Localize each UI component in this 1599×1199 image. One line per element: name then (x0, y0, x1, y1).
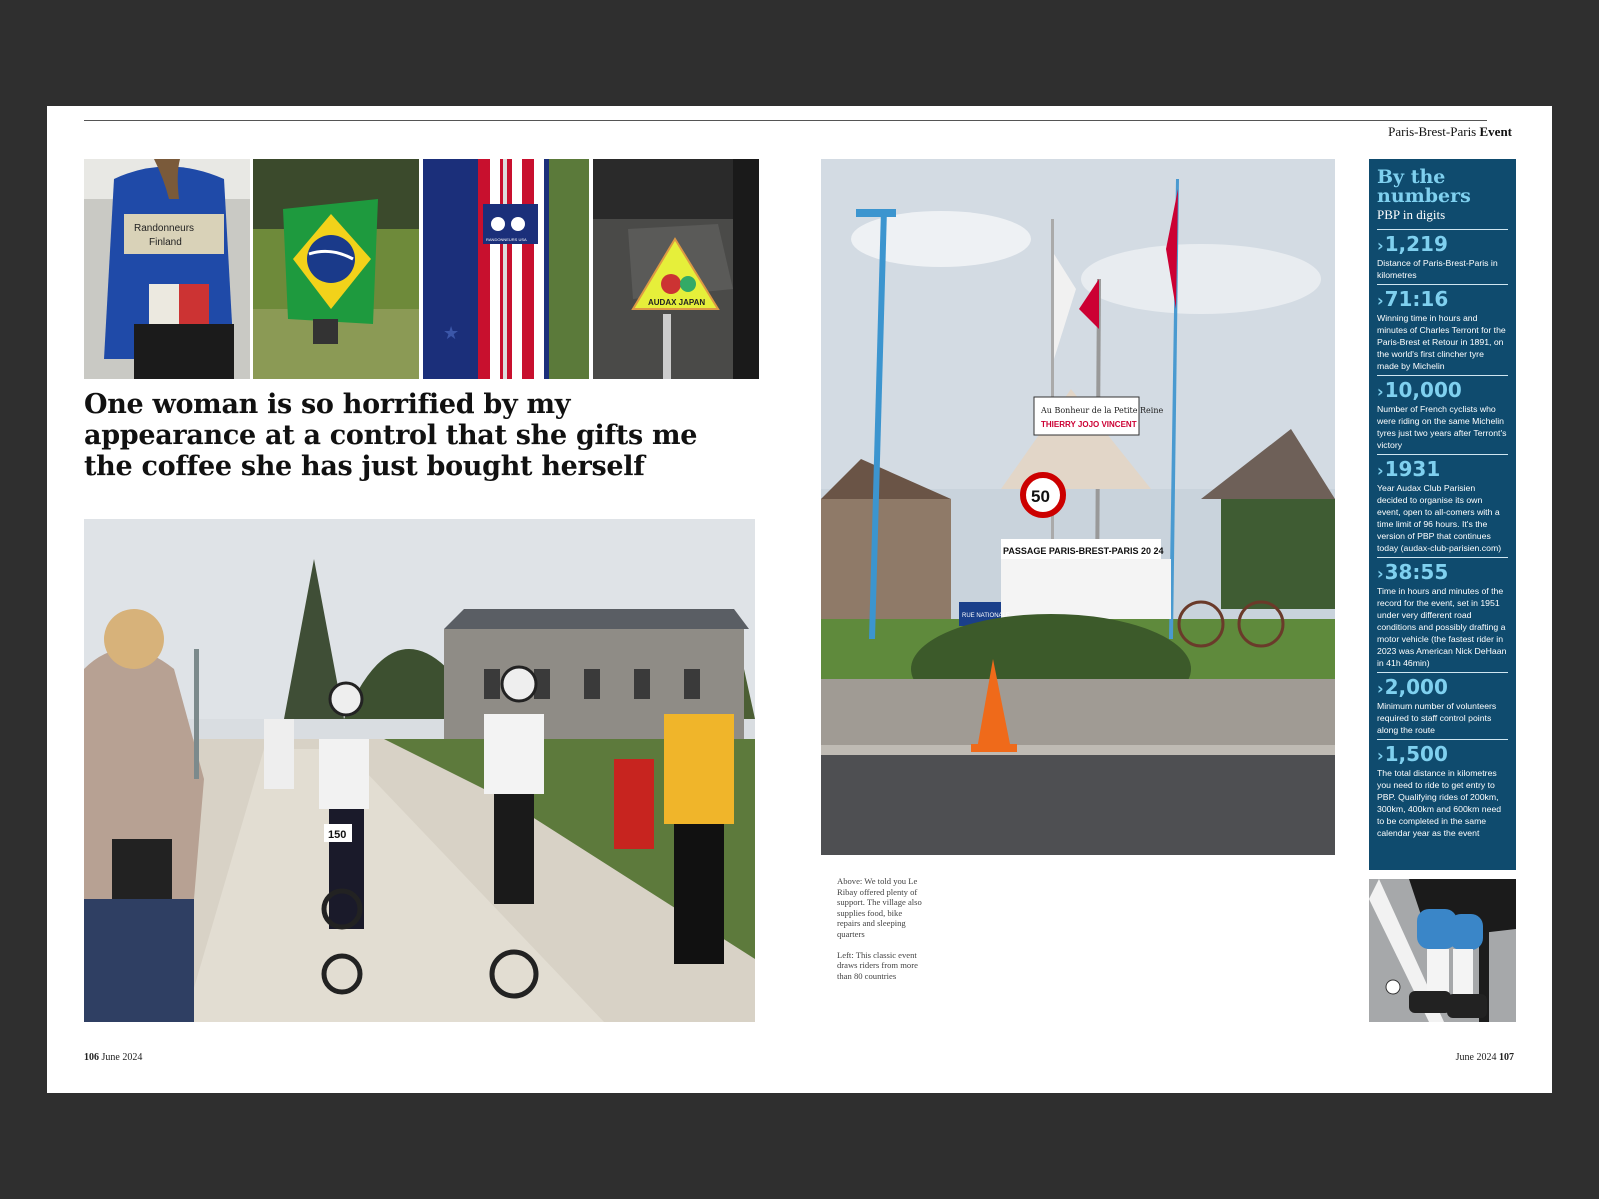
stat-desc: The total distance in kilometres you need to ride to get entry to PBP. Qualifying rides of 200km, 300km, 400km and 600km need to be completed in the same calendar year as the event (1377, 768, 1502, 838)
stat-item (1377, 739, 1508, 842)
section-header (1388, 124, 1512, 140)
chevron-icon: › (1377, 291, 1384, 310)
speed-sign: 50 (1031, 487, 1050, 506)
chevron-icon: › (1377, 564, 1384, 583)
stat-value: 71:16 (1384, 287, 1449, 311)
chevron-icon: › (1377, 461, 1384, 480)
issue-date-right: June 2024 (1455, 1052, 1497, 1063)
stat-value: 10,000 (1384, 378, 1462, 402)
rider-number: 150 (328, 829, 347, 841)
photo-audax-japan (593, 159, 759, 379)
numbers-subtitle: PBP in digits (1377, 207, 1446, 222)
by-the-numbers-panel (1369, 159, 1516, 870)
photo-taped-knees (1369, 879, 1516, 1022)
header-rule (84, 120, 1487, 121)
stat-value: 2,000 (1384, 675, 1448, 699)
photo-riders-arrival (84, 519, 755, 1022)
photo-roundabout-display (821, 159, 1335, 855)
stat-item (1377, 454, 1508, 557)
stat-desc: Winning time in hours and minutes of Charles Terront for the Paris-Brest et Retour in 1891, on the world's first clincher tyre made by Michelin (1377, 313, 1506, 371)
stat-value: 38:55 (1384, 560, 1449, 584)
page-number-right: 107 (1499, 1052, 1514, 1063)
photo-usa-jersey (423, 159, 589, 379)
photo-brazil-flag (253, 159, 419, 379)
page-number-left: 106 (84, 1052, 99, 1063)
stat-desc: Minimum number of volunteers required to staff control points along the route (1377, 701, 1497, 735)
stat-item (1377, 672, 1508, 739)
caption-above: Above: We told you Le Ribay offered plenty of support. The village also supplies food, bike repairs and sleeping quarters (837, 876, 922, 939)
svg-text:★: ★ (443, 323, 460, 344)
stat-item (1377, 284, 1508, 375)
issue-date-left: June 2024 (101, 1052, 143, 1063)
banner-line2: THIERRY JOJO VINCENT (1041, 420, 1137, 429)
stat-value: 1,500 (1384, 742, 1448, 766)
stat-value: 1931 (1384, 457, 1441, 481)
jersey-text-finland: Finland (149, 237, 182, 248)
stat-desc: Number of French cyclists who were riding on the same Michelin tyres just two years after Terront's victory (1377, 404, 1507, 450)
folio-left (84, 1052, 142, 1063)
street-sign: RUE NATIONALE (962, 613, 1010, 619)
folio-right (1456, 1052, 1514, 1063)
stat-value: 1,219 (1384, 232, 1448, 256)
japan-badge-text: AUDAX JAPAN (648, 298, 706, 307)
photo-finland-jersey (84, 159, 250, 379)
chevron-icon: › (1377, 236, 1384, 255)
stat-item (1377, 229, 1508, 284)
jersey-text-randonneurs: Randonneurs (134, 223, 195, 234)
stat-item (1377, 557, 1508, 672)
stat-desc: Year Audax Club Parisien decided to organise its own event, open to all-comers with a time limit of 96 hours. It's the version of PBP that continues today (audax-club-parisien.com) (1377, 483, 1502, 553)
chevron-icon: › (1377, 679, 1384, 698)
chevron-icon: › (1377, 382, 1384, 401)
caption-left: Left: This classic event draws riders from more than 80 countries (837, 949, 918, 981)
magazine-spread (47, 106, 1552, 1093)
stat-desc: Time in hours and minutes of the record for the event, set in 1951 under very different road conditions and possibly drafting a motor vehicle (the fastest rider in 2023 was American Nick DeHaan in 41h 46min) (1377, 586, 1507, 668)
pull-quote: One woman is so horrified by my appearance at a control that she gifts me the coffee she has just bought herself (84, 389, 698, 482)
section-label: Event (1479, 124, 1512, 139)
section-title: Paris-Brest-Paris (1388, 124, 1477, 139)
banner-line1: Au Bonheur de la Petite Reine (1041, 406, 1164, 415)
numbers-title: By the numbers (1377, 166, 1471, 207)
usa-badge-text: RANDONNEURS USA (486, 237, 527, 242)
passage-banner: PASSAGE PARIS-BREST-PARIS 20 24 (1003, 546, 1164, 556)
photo-caption (837, 876, 927, 981)
chevron-icon: › (1377, 746, 1384, 765)
stat-item (1377, 375, 1508, 454)
stat-desc: Distance of Paris-Brest-Paris in kilometres (1377, 258, 1498, 280)
